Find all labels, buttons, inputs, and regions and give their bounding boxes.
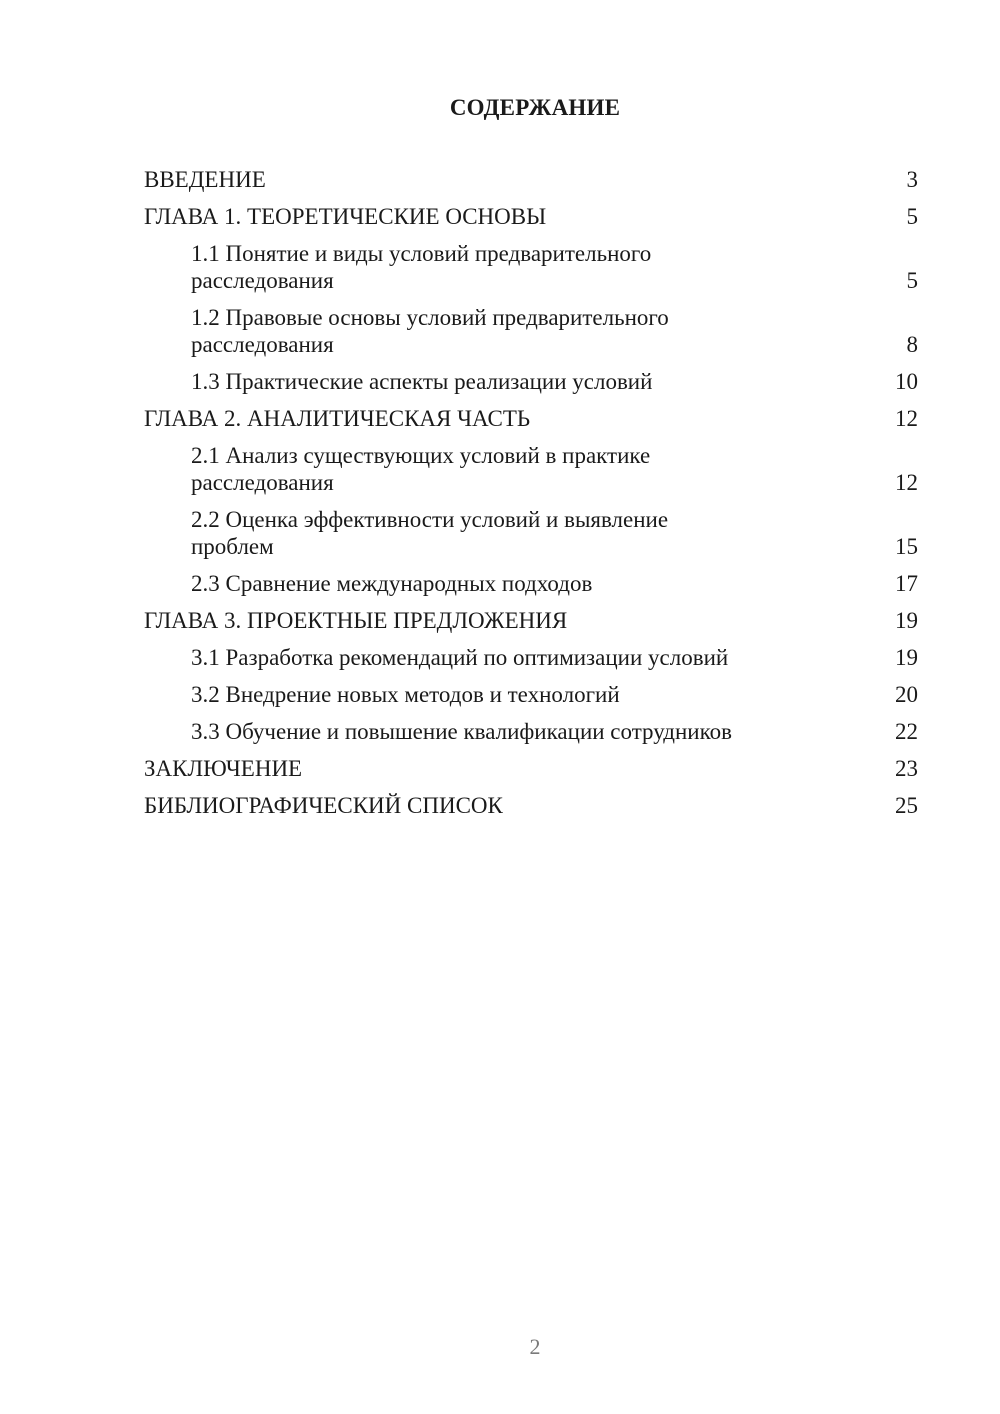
toc-entry-label: 2.3 Сравнение международных подходов: [191, 571, 593, 596]
toc-entry-label: 1.2 Правовые основы условий предварительного расследования: [191, 305, 669, 357]
toc-entry-label: ГЛАВА 2. АНАЛИТИЧЕСКАЯ ЧАСТЬ: [144, 406, 531, 431]
table-of-contents: [144, 166, 918, 819]
toc-entry-label: 2.2 Оценка эффективности условий и выявление проблем: [191, 507, 669, 559]
toc-section-entry: [144, 240, 918, 294]
toc-entry-label: ВВЕДЕНИЕ: [144, 167, 266, 192]
toc-entry-label: ЗАКЛЮЧЕНИЕ: [144, 756, 303, 781]
toc-entry-label: БИБЛИОГРАФИЧЕСКИЙ СПИСОК: [144, 793, 503, 818]
toc-title: СОДЕРЖАНИЕ: [449, 95, 621, 120]
toc-chapter-entry: [144, 203, 918, 230]
toc-entry-page: 10: [895, 369, 918, 394]
toc-entry-page: 17: [895, 571, 918, 596]
toc-entry-label: ГЛАВА 1. ТЕОРЕТИЧЕСКИЕ ОСНОВЫ: [144, 204, 547, 229]
toc-entry-page: 5: [906, 268, 918, 293]
toc-section-entry: [144, 718, 918, 745]
toc-entry-page: 15: [895, 534, 918, 559]
toc-entry-page: 19: [895, 608, 918, 633]
toc-chapter-entry: [144, 166, 918, 193]
toc-section-entry: [144, 570, 918, 597]
toc-entry-label: ГЛАВА 3. ПРОЕКТНЫЕ ПРЕДЛОЖЕНИЯ: [144, 608, 568, 633]
toc-chapter-entry: [144, 405, 918, 432]
toc-entry-label: 3.3 Обучение и повышение квалификации сотрудников: [191, 719, 732, 744]
toc-entry-label: 3.2 Внедрение новых методов и технологий: [191, 682, 620, 707]
toc-entry-page: 12: [895, 406, 918, 431]
toc-entry-page: 25: [895, 793, 918, 818]
toc-section-entry: [144, 442, 918, 496]
toc-section-entry: [144, 644, 918, 671]
page-number: 2: [529, 1334, 541, 1359]
toc-entry-label: 1.3 Практические аспекты реализации условий: [191, 369, 653, 394]
toc-entry-page: 12: [895, 470, 918, 495]
toc-chapter-entry: [144, 755, 918, 782]
toc-section-entry: [144, 506, 918, 560]
toc-chapter-entry: [144, 607, 918, 634]
toc-entry-page: 5: [906, 204, 918, 229]
toc-entry-label: 2.1 Анализ существующих условий в практике расследования: [191, 443, 651, 495]
toc-section-entry: [144, 368, 918, 395]
toc-entry-page: 19: [895, 645, 918, 670]
toc-entry-page: 20: [895, 682, 918, 707]
toc-chapter-entry: [144, 792, 918, 819]
toc-entry-page: 23: [895, 756, 918, 781]
toc-entry-page: 8: [906, 332, 918, 357]
toc-section-entry: [144, 304, 918, 358]
toc-entry-label: 3.1 Разработка рекомендаций по оптимизации условий: [191, 645, 729, 670]
toc-section-entry: [144, 681, 918, 708]
toc-entry-page: 22: [895, 719, 918, 744]
toc-entry-label: 1.1 Понятие и виды условий предварительного расследования: [191, 241, 652, 293]
toc-entry-page: 3: [906, 167, 918, 192]
